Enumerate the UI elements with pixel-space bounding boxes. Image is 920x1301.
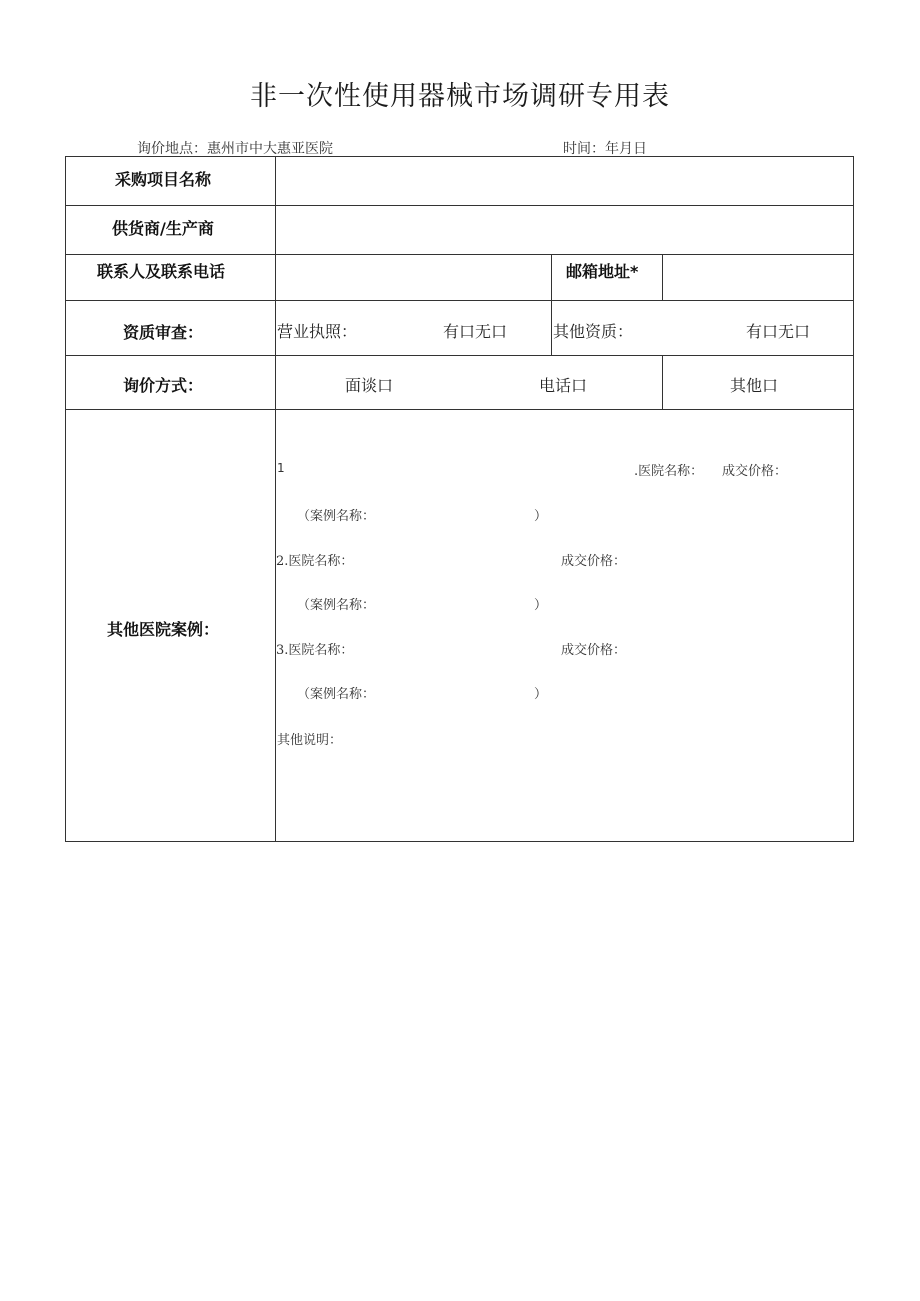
project-name-field[interactable] (277, 158, 852, 204)
case-1-number: 1 (277, 461, 285, 475)
inquiry-phone-checkbox[interactable]: 电话口 (539, 376, 588, 395)
case-1-price-label: 成交价格： (722, 464, 788, 479)
inquiry-other-checkbox[interactable]: 其他口 (730, 376, 779, 395)
contact-field[interactable] (277, 256, 549, 299)
other-qualification-checkbox[interactable]: 有口无口 (746, 322, 811, 341)
row-divider (65, 205, 854, 206)
inquiry-location: 询价地点：惠州市中大惠亚医院 (137, 141, 333, 157)
row-divider (65, 300, 854, 301)
case-3-hospital-label: 3.医院名称： (276, 643, 354, 658)
supplier-label: 供货商/生产商 (112, 219, 214, 238)
case-1-hospital-label: .医院名称： (634, 464, 704, 479)
project-name-label: 采购项目名称 (115, 170, 212, 189)
business-license-checkbox[interactable]: 有口无口 (443, 322, 508, 341)
column-divider (275, 156, 276, 842)
qualification-label: 资质审查： (123, 323, 204, 342)
inquiry-face-to-face-checkbox[interactable]: 面谈口 (345, 376, 394, 395)
case-3-name-close: ） (534, 687, 548, 702)
case-2-hospital-label: 2.医院名称： (276, 554, 354, 569)
form-title: 非一次性使用器械市场调研专用表 (250, 81, 670, 112)
supplier-field[interactable] (277, 207, 852, 253)
other-qualification-label: 其他资质： (553, 322, 634, 341)
column-divider (662, 355, 663, 409)
case-1-name-close: ） (534, 509, 548, 524)
contact-label: 联系人及联系电话 (97, 262, 226, 281)
inquiry-method-label: 询价方式： (123, 376, 204, 395)
column-divider (662, 254, 663, 300)
case-2-price-label: 成交价格： (561, 554, 627, 569)
case-1-name-label: （案例名称： (297, 509, 376, 524)
case-2-name-label: （案例名称： (297, 598, 376, 613)
column-divider (551, 254, 552, 355)
business-license-label: 营业执照： (277, 322, 358, 341)
other-notes-label: 其他说明： (277, 733, 343, 748)
email-field[interactable] (664, 256, 852, 299)
row-divider (65, 409, 854, 410)
email-label: 邮箱地址* (566, 262, 639, 281)
row-divider (65, 254, 854, 255)
other-cases-label: 其他医院案例： (107, 620, 220, 639)
case-3-name-label: （案例名称： (297, 687, 376, 702)
case-3-price-label: 成交价格： (561, 643, 627, 658)
case-2-name-close: ） (534, 598, 548, 613)
row-divider (65, 355, 854, 356)
inquiry-date: 时间：年月日 (563, 141, 647, 157)
